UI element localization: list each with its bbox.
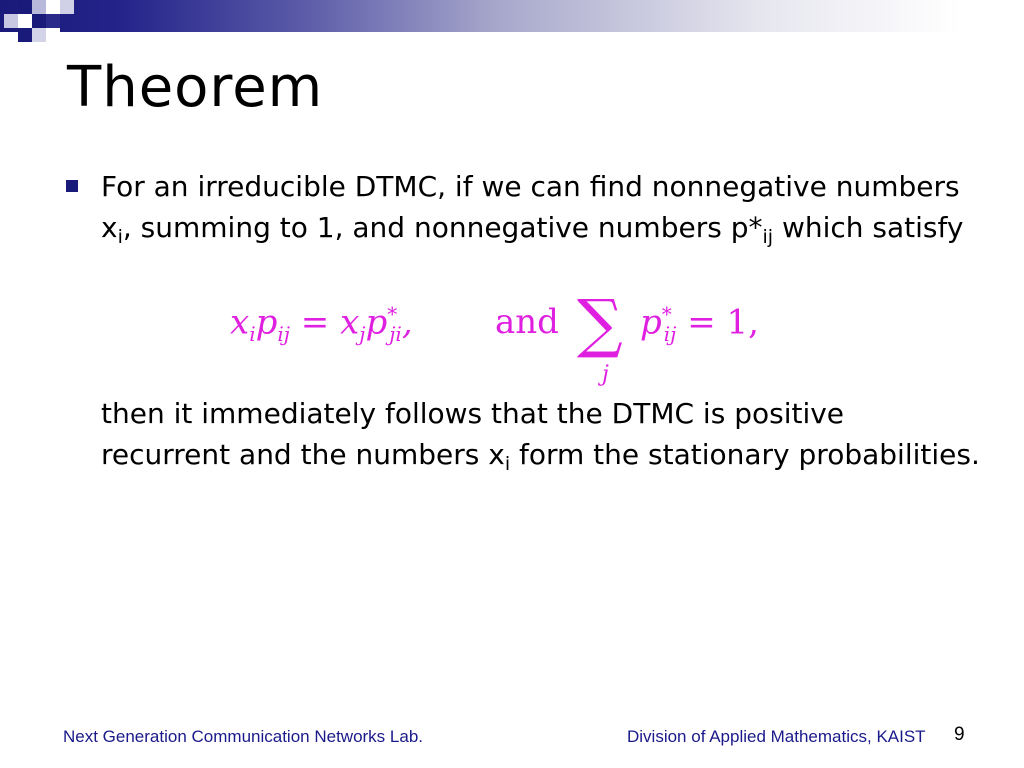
page-number: 9 [954, 724, 965, 745]
formula-and-word: and [495, 302, 559, 342]
subscript-i: i [504, 453, 511, 475]
subscript-i: i [117, 226, 123, 248]
bullet-mid-text: , summing to 1, and nonnegative numbers p* [122, 211, 763, 244]
header-square-decoration [46, 28, 60, 42]
slide-title: Theorem [67, 55, 324, 120]
header-square-decoration [32, 28, 46, 42]
footer-lab-name: Next Generation Communication Networks Lab. [63, 727, 423, 746]
bullet-square-icon [66, 180, 78, 192]
header-square-decoration [32, 14, 46, 28]
header-square-decoration [46, 0, 60, 14]
conclusion-tail-text: form the stationary probabilities. [510, 438, 980, 471]
header-square-decoration [60, 0, 74, 14]
conclusion-paragraph [101, 393, 981, 479]
bullet-paragraph [101, 166, 981, 252]
subscript-ij: ij [762, 226, 774, 248]
formula-detailed-balance: $x_ip_{ij} = x_jp^*_{ji}$, [230, 302, 413, 347]
formula-sum-term: $p^*_{ij} = 1$, [640, 302, 759, 347]
header-square-decoration [18, 0, 32, 14]
balance-equation-formula [230, 287, 790, 387]
header-gradient-bar [0, 0, 1024, 32]
conclusion-lead-text: then it immediately follows that the DTMC is positive recurrent and the numbers x [101, 397, 845, 471]
bullet-lead-text: For an irreducible DTMC, if we can find nonnegative numbers x [101, 170, 960, 244]
header-square-decoration [46, 14, 60, 28]
footer-division-name: Division of Applied Mathematics, KAIST [627, 727, 926, 746]
bullet-tail-text: which satisfy [773, 211, 964, 244]
header-square-decoration [32, 0, 46, 14]
summation-symbol: ∑ [577, 287, 623, 361]
header-square-decoration [18, 28, 32, 42]
summation-index: j [602, 362, 609, 387]
header-square-decoration [4, 14, 18, 28]
header-square-decoration [18, 14, 32, 28]
